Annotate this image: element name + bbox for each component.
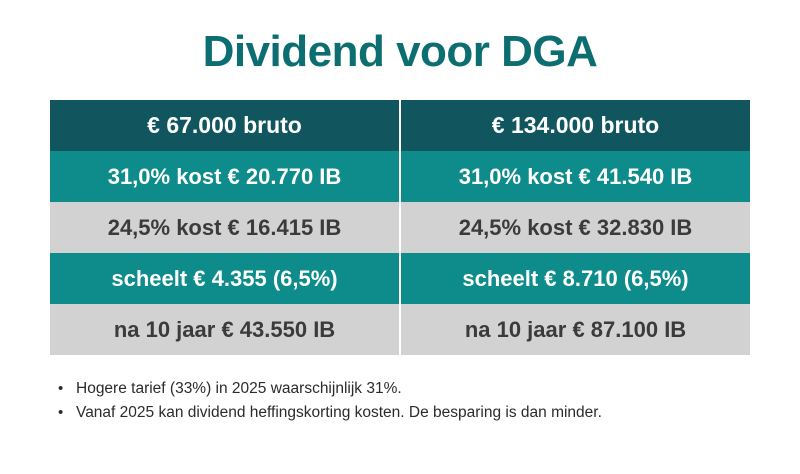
table-cell-r3c2: scheelt € 8.710 (6,5%) <box>400 253 750 304</box>
table-header-cell-1: € 67.000 bruto <box>50 100 400 151</box>
table-cell-r1c2: 31,0% kost € 41.540 IB <box>400 151 750 202</box>
footnote-list <box>50 377 750 425</box>
table-header-cell-2: € 134.000 bruto <box>400 100 750 151</box>
table-cell-r3c1: scheelt € 4.355 (6,5%) <box>50 253 400 304</box>
comparison-table <box>50 100 750 355</box>
page-title: Dividend voor DGA <box>202 27 598 76</box>
table-cell-r4c1: na 10 jaar € 43.550 IB <box>50 304 400 355</box>
slide <box>0 28 800 474</box>
table-row <box>50 202 750 253</box>
table-cell-r4c2: na 10 jaar € 87.100 IB <box>400 304 750 355</box>
list-item <box>50 401 750 425</box>
table-cell-r2c1: 24,5% kost € 16.415 IB <box>50 202 400 253</box>
table-row <box>50 304 750 355</box>
table-header-row <box>50 100 750 151</box>
table-cell-r2c2: 24,5% kost € 32.830 IB <box>400 202 750 253</box>
table-cell-r1c1: 31,0% kost € 20.770 IB <box>50 151 400 202</box>
list-item <box>50 377 750 401</box>
table-row <box>50 151 750 202</box>
table-row <box>50 253 750 304</box>
list-item-label: Vanaf 2025 kan dividend heffingskorting kosten. De besparing is dan minder. <box>76 404 602 422</box>
bullet-dot-icon: • <box>58 404 64 422</box>
bullet-dot-icon: • <box>58 380 64 398</box>
list-item-label: Hogere tarief (33%) in 2025 waarschijnlijk 31%. <box>76 380 402 398</box>
